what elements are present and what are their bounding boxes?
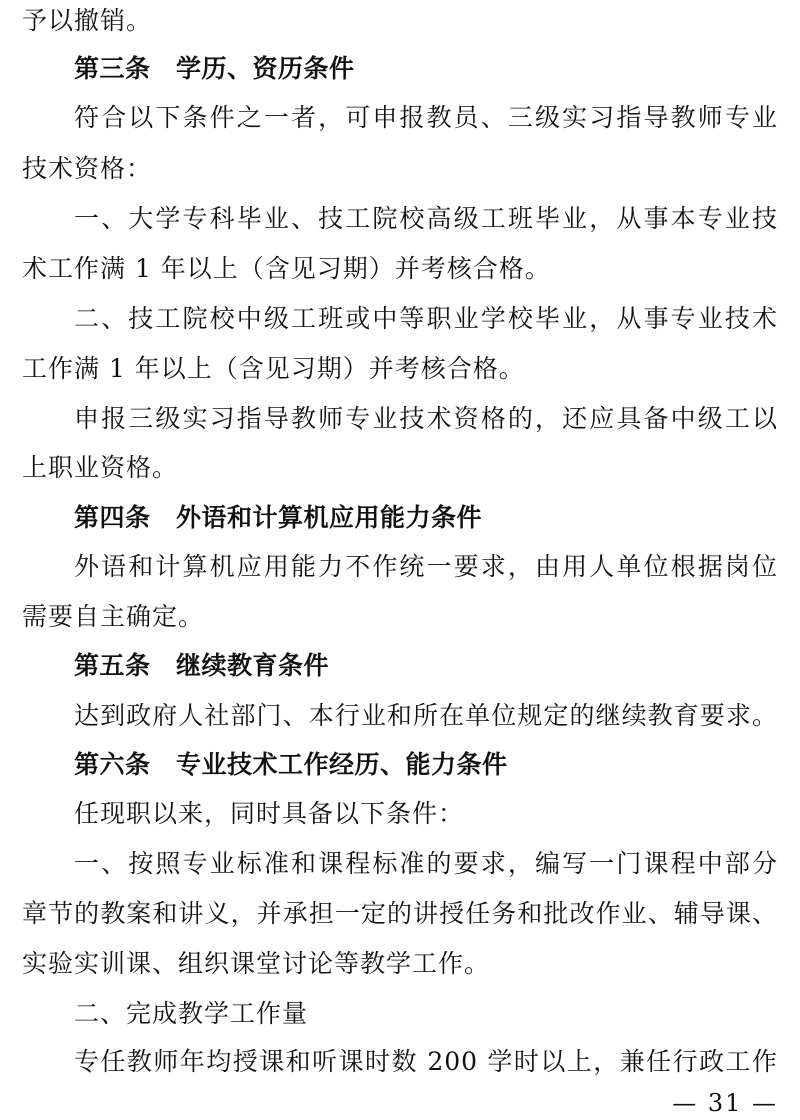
body-line: 章节的教案和讲义，并承担一定的讲授任务和批改作业、辅导课、: [22, 899, 778, 928]
article-number: 第五条: [74, 651, 151, 680]
body-line: 一、按照专业标准和课程标准的要求，编写一门课程中部分: [74, 849, 778, 878]
body-line: 术工作满 1 年以上（含见习期）并考核合格。: [22, 254, 551, 283]
body-line: 二、技工院校中级工班或中等职业学校毕业，从事专业技术: [74, 304, 778, 333]
body-line: 达到政府人社部门、本行业和所在单位规定的继续教育要求。: [74, 701, 778, 730]
article-title: 外语和计算机应用能力条件: [176, 503, 483, 532]
body-line: 申报三级实习指导教师专业技术资格的，还应具备中级工以: [74, 404, 778, 433]
body-line: 上职业资格。: [22, 453, 179, 482]
article-number: 第六条: [74, 750, 151, 779]
body-line: 实验实训课、组织课堂讨论等教学工作。: [22, 949, 491, 978]
article-title: 继续教育条件: [176, 651, 330, 680]
article-number: 第四条: [74, 503, 151, 532]
article-heading: [74, 52, 778, 86]
article-number: 第三条: [74, 54, 151, 83]
article-heading: [74, 748, 778, 782]
article-title: 学历、资历条件: [176, 54, 355, 83]
article-title: 专业技术工作经历、能力条件: [176, 750, 508, 779]
body-line: 专任教师年均授课和听课时数 200 学时以上，兼任行政工作: [74, 1047, 778, 1076]
article-heading: [74, 649, 778, 683]
body-line: 予以撤销。: [22, 6, 153, 35]
body-line: 工作满 1 年以上（含见习期）并考核合格。: [22, 354, 525, 383]
article-heading: [74, 501, 778, 535]
body-line: 外语和计算机应用能力不作统一要求，由用人单位根据岗位: [74, 552, 778, 581]
body-line: 需要自主确定。: [22, 602, 205, 631]
body-line: 任现职以来，同时具备以下条件：: [74, 799, 465, 828]
page-number: — 31 —: [672, 1089, 778, 1117]
body-line: 符合以下条件之一者，可申报教员、三级实习指导教师专业: [74, 103, 778, 132]
body-line: 二、完成教学工作量: [74, 999, 309, 1028]
body-line: 技术资格：: [22, 154, 153, 183]
body-line: 一、大学专科毕业、技工院校高级工班毕业，从事本专业技: [74, 204, 778, 233]
